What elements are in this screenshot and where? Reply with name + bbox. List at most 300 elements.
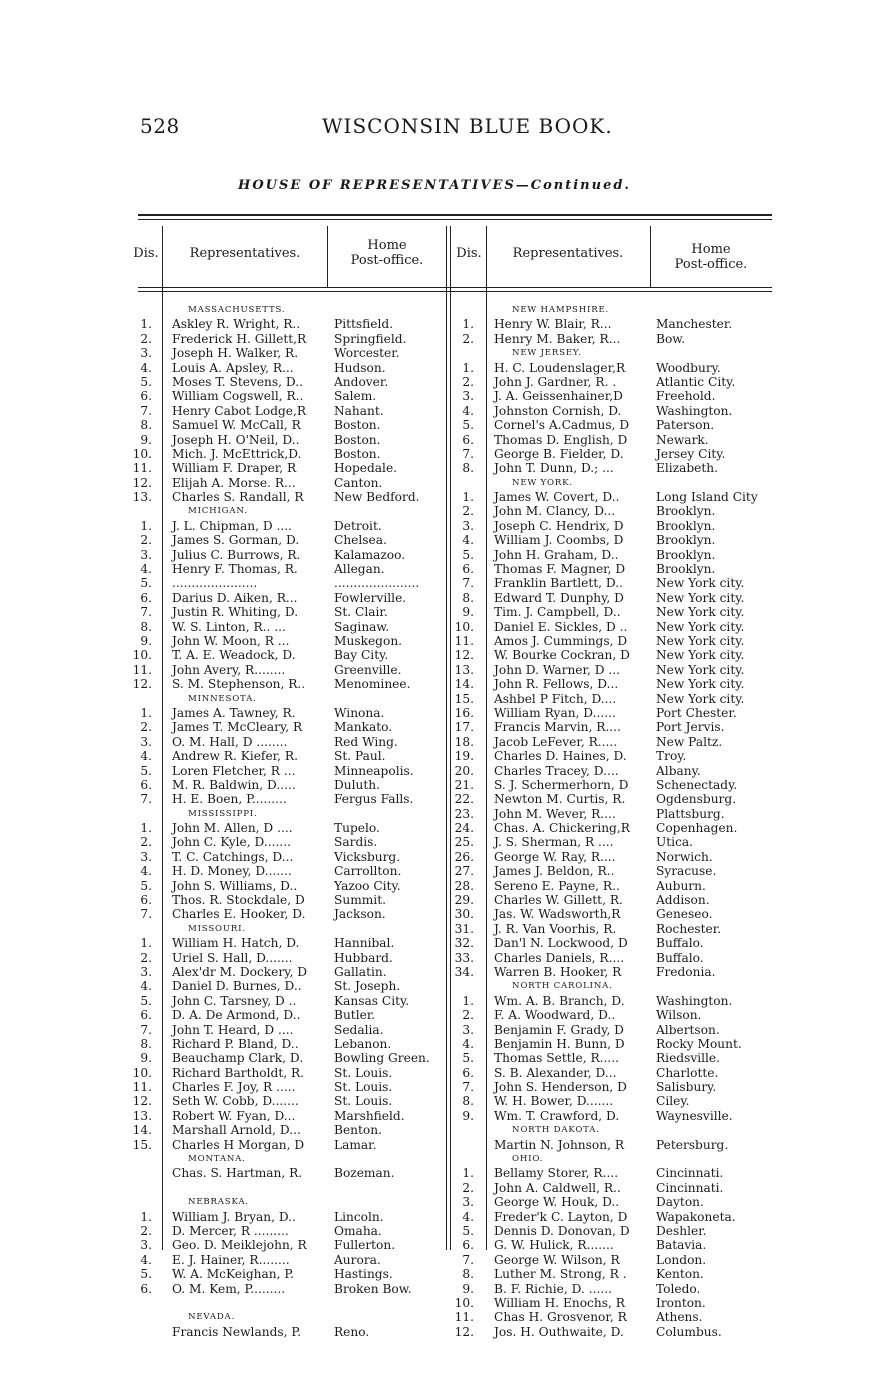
district-number: 5.: [140, 576, 152, 591]
page-number: 528: [140, 114, 180, 138]
representative-name: Charles H Morgan, D: [172, 1137, 305, 1152]
representative-name: George W. Ray, R....: [494, 849, 616, 864]
district-number: 2.: [140, 533, 152, 548]
district-number: 11.: [132, 1080, 152, 1095]
district-number: 4.: [140, 1252, 152, 1267]
home-post-office: Charlotte.: [656, 1065, 719, 1080]
district-number: 22.: [454, 792, 474, 807]
home-post-office: London.: [656, 1252, 707, 1267]
district-number: 8.: [462, 1094, 474, 1109]
home-post-office: Broken Bow.: [334, 1281, 412, 1296]
district-number: 1.: [462, 490, 474, 505]
home-post-office: Addison.: [656, 893, 710, 908]
home-post-office: New York city.: [656, 648, 745, 663]
home-post-office: Wapakoneta.: [656, 1209, 736, 1224]
home-post-office: Allegan.: [334, 562, 385, 577]
representative-name: Daniel E. Sickles, D ..: [494, 619, 628, 634]
home-post-office: Albertson.: [656, 1022, 720, 1037]
home-post-office: Deshler.: [656, 1224, 707, 1238]
district-number: 2.: [462, 374, 474, 389]
district-number: 14.: [132, 1123, 152, 1138]
header-dis: Dis.: [133, 246, 159, 261]
representative-name: J. R. Van Voorhis, R.: [494, 921, 617, 936]
representative-name: Cornel's A.Cadmus, D: [494, 418, 630, 433]
district-number: 3.: [462, 1195, 474, 1210]
representative-name: Tim. J. Campbell, D..: [494, 605, 621, 620]
representative-name: John C. Tarsney, D ..: [172, 993, 297, 1008]
home-post-office: Jackson.: [334, 907, 386, 922]
district-number: 4.: [140, 979, 152, 994]
representative-name: Robert W. Fyan, D...: [172, 1108, 296, 1123]
representative-name: James T. McCleary, R: [172, 720, 303, 735]
home-post-office: Sedalia.: [334, 1022, 384, 1037]
district-number: 10.: [454, 619, 474, 634]
home-post-office: New York city.: [656, 576, 745, 591]
home-post-office: Kansas City.: [334, 993, 410, 1008]
representative-name: Thomas D. English, D: [494, 432, 628, 447]
district-number: 20.: [454, 763, 474, 778]
representative-name: Warren B. Hooker, R: [494, 964, 622, 979]
column-rule: [486, 226, 487, 1250]
representative-name: Newton M. Curtis, R.: [494, 792, 626, 807]
home-post-office: Wilson.: [656, 1008, 702, 1023]
home-post-office: Andover.: [334, 374, 389, 389]
district-number: 27.: [454, 864, 474, 879]
district-number: 24.: [454, 821, 474, 836]
representative-name: E. J. Hainer, R........: [172, 1252, 290, 1267]
district-number: 2.: [140, 331, 152, 346]
state-name: NEW HAMPSHIRE.: [512, 305, 610, 315]
district-number: 3.: [462, 389, 474, 404]
home-post-office: Hannibal.: [334, 936, 395, 951]
representative-name: John A. Caldwell, R..: [494, 1180, 621, 1195]
state-name: MONTANA.: [188, 1154, 246, 1165]
district-number: 5.: [140, 374, 152, 389]
home-post-office: Port Jervis.: [656, 720, 725, 735]
district-number: 9.: [462, 1108, 474, 1123]
state-name: MASSACHUSETTS.: [188, 305, 286, 315]
home-post-office: Butler.: [334, 1008, 376, 1023]
header-representatives: Representatives.: [189, 246, 301, 261]
district-number: 5.: [462, 1051, 474, 1066]
district-number: 12.: [132, 677, 152, 692]
representative-name: Amos J. Cummings, D: [494, 633, 628, 648]
home-post-office: Reno.: [334, 1324, 370, 1339]
district-number: 8.: [140, 619, 152, 634]
district-number: 29.: [454, 893, 474, 908]
district-number: 6.: [140, 590, 152, 605]
home-post-office: Hubbard.: [334, 950, 393, 965]
home-post-office: New York city.: [656, 605, 745, 620]
district-number: 4.: [140, 749, 152, 764]
representative-name: Thomas F. Magner, D: [494, 562, 626, 577]
representative-name: Alex'dr M. Dockery, D: [172, 964, 308, 979]
home-post-office: New York city.: [656, 619, 745, 634]
district-number: 6.: [462, 562, 474, 577]
district-number: 30.: [454, 907, 474, 922]
representative-name: J. A. Geissenhainer,D: [494, 389, 623, 404]
district-number: 7.: [140, 403, 152, 418]
district-number: 6.: [140, 389, 152, 404]
home-post-office: Brooklyn.: [656, 518, 716, 533]
district-number: 3.: [140, 346, 152, 361]
representative-name: Richard Bartholdt, R.: [172, 1065, 305, 1080]
district-number: 4.: [462, 1209, 474, 1224]
representative-name: Dan'l N. Lockwood, D: [494, 936, 628, 951]
representative-name: James W. Covert, D..: [494, 490, 620, 505]
representative-name: Joseph H. Walker, R.: [172, 346, 299, 361]
home-post-office: Geneseo.: [656, 907, 713, 922]
home-post-office: Tupelo.: [334, 821, 380, 836]
district-number: 9.: [462, 1281, 474, 1296]
representative-name: Julius C. Burrows, R.: [172, 547, 301, 562]
district-number: 19.: [454, 749, 474, 764]
state-name: NEVADA.: [188, 1312, 236, 1323]
representative-name: Bellamy Storer, R....: [494, 1166, 619, 1181]
home-post-office: Sardis.: [334, 835, 378, 850]
home-post-office: Duluth.: [334, 777, 380, 792]
district-number: 23.: [454, 806, 474, 821]
representative-name: Mich. J. McEttrick,D.: [172, 446, 302, 461]
district-number: 28.: [454, 878, 474, 893]
district-number: 4.: [462, 533, 474, 548]
district-number: 7.: [140, 792, 152, 807]
home-post-office: Troy.: [656, 749, 687, 764]
home-post-office: Bow.: [656, 331, 686, 346]
representative-name: Luther M. Strong, R .: [494, 1267, 627, 1282]
home-post-office: Waynesville.: [656, 1108, 733, 1123]
representative-name: B. F. Richie, D. ......: [494, 1281, 612, 1296]
representative-name: John J. Gardner, R. .: [494, 374, 617, 389]
district-number: 15.: [454, 691, 474, 706]
district-number: 1.: [462, 360, 474, 375]
home-post-office: Elizabeth.: [656, 461, 719, 476]
home-post-office: Fullerton.: [334, 1238, 396, 1253]
representative-name: Chas. A. Chickering,R: [494, 821, 630, 836]
representative-name: Charles Tracey, D....: [494, 763, 619, 778]
home-post-office: New York city.: [656, 590, 745, 605]
home-post-office: Plattsburg.: [656, 806, 725, 821]
home-post-office: Long Island City: [656, 490, 758, 505]
representative-name: Johnston Cornish, D.: [494, 403, 622, 418]
state-name: MISSISSIPPI.: [188, 808, 258, 819]
district-number: 26.: [454, 849, 474, 864]
representative-name: John W. Moon, R ...: [172, 633, 290, 648]
representative-name: Andrew R. Kiefer, R.: [172, 749, 298, 764]
home-post-office: Albany.: [656, 763, 701, 778]
district-number: 1.: [140, 936, 152, 951]
section-subheading: HOUSE OF REPRESENTATIVES—Continued.: [238, 178, 631, 193]
home-post-office: Norwich.: [656, 849, 713, 864]
home-post-office: Utica.: [656, 835, 694, 850]
home-post-office: Kenton.: [656, 1267, 704, 1282]
header-dis-right: Dis.: [456, 246, 482, 261]
home-post-office: St. Joseph.: [334, 979, 401, 994]
home-post-office: Menominee.: [334, 677, 411, 692]
home-post-office: Minneapolis.: [334, 763, 414, 778]
district-number: 4.: [140, 562, 152, 577]
district-number: 6.: [462, 432, 474, 447]
home-post-office: Lincoln.: [334, 1209, 384, 1224]
home-post-office: Marshfield.: [334, 1108, 405, 1123]
home-post-office: St. Louis.: [334, 1094, 393, 1109]
representative-name: John C. Kyle, D.......: [172, 835, 291, 850]
header-home-right: [651, 242, 771, 272]
district-number: 11.: [454, 1310, 474, 1325]
representative-name: Justin R. Whiting, D.: [172, 605, 299, 620]
district-number: 8.: [462, 1267, 474, 1282]
district-number: 7.: [140, 907, 152, 922]
header-home-line2: Post-office.: [350, 253, 424, 268]
representative-name: Henry Cabot Lodge,R: [172, 403, 307, 418]
district-number: 8.: [462, 590, 474, 605]
home-post-office: New York city.: [656, 633, 745, 648]
header-bottom-rule: [138, 287, 772, 288]
representative-name: J. S. Sherman, R ....: [494, 835, 614, 850]
header-representatives-right: Representatives.: [512, 246, 624, 261]
representative-name: Martin N. Johnson, R: [494, 1137, 625, 1152]
district-number: 13.: [132, 1108, 152, 1123]
district-number: 11.: [132, 662, 152, 677]
district-number: 7.: [462, 576, 474, 591]
district-number: 10.: [454, 1295, 474, 1310]
home-post-office: Fowlerville.: [334, 590, 407, 605]
district-number: 18.: [454, 734, 474, 749]
representative-name: Charles F. Joy, R .....: [172, 1080, 296, 1095]
representative-name: Moses T. Stevens, D..: [172, 374, 303, 389]
home-post-office: Greenville.: [334, 662, 402, 677]
representative-name: Chas H. Grosvenor, R: [494, 1310, 627, 1325]
district-number: 16.: [454, 705, 474, 720]
district-number: 7.: [140, 1022, 152, 1037]
district-number: 3.: [140, 964, 152, 979]
district-number: 1.: [462, 1166, 474, 1181]
table-top-rule: [138, 214, 772, 216]
district-number: 5.: [462, 418, 474, 433]
representative-name: John Avery, R........: [172, 662, 286, 677]
district-number: 3.: [140, 734, 152, 749]
representative-name: John T. Dunn, D.; ...: [494, 461, 614, 476]
home-post-office: Detroit.: [334, 518, 382, 533]
home-post-office: Salisbury.: [656, 1080, 717, 1095]
district-number: 5.: [140, 1267, 152, 1282]
district-number: 9.: [462, 605, 474, 620]
district-number: 11.: [454, 633, 474, 648]
district-number: 3.: [140, 547, 152, 562]
state-name: NORTH CAROLINA.: [512, 981, 613, 992]
district-number: 1.: [462, 993, 474, 1008]
representative-name: D. Mercer, R .........: [172, 1224, 289, 1238]
representative-name: Charles W. Gillett, R.: [494, 893, 623, 908]
home-post-office: New Bedford.: [334, 490, 420, 505]
representative-name: John H. Graham, D..: [494, 547, 619, 562]
representative-name: Richard P. Bland, D..: [172, 1036, 299, 1051]
representative-name: W. A. McKeighan, P.: [172, 1267, 295, 1282]
district-number: 6.: [140, 1008, 152, 1023]
district-number: 31.: [454, 921, 474, 936]
representative-name: Frederick H. Gillett,R: [172, 331, 307, 346]
state-name: NEW YORK.: [512, 477, 573, 488]
district-number: 8.: [462, 461, 474, 476]
representative-name: Charles S. Randall, R: [172, 490, 304, 505]
home-post-office: St. Paul.: [334, 749, 386, 764]
district-number: 2.: [140, 950, 152, 965]
district-number: 2.: [140, 835, 152, 850]
representative-name: Francis Marvin, R....: [494, 720, 621, 735]
representative-name: Marshall Arnold, D...: [172, 1123, 301, 1138]
representative-name: William F. Draper, R: [172, 461, 297, 476]
representative-name: James A. Tawney, R.: [172, 705, 296, 720]
district-number: 6.: [462, 1065, 474, 1080]
home-post-office: Ironton.: [656, 1295, 706, 1310]
district-number: 1.: [140, 518, 152, 533]
table-top-rule-thin: [138, 219, 772, 220]
state-name: NEW JERSEY.: [512, 348, 582, 359]
district-number: 5.: [140, 993, 152, 1008]
representative-name: Charles Daniels, R....: [494, 950, 625, 965]
representative-name: Beauchamp Clark, D.: [172, 1051, 304, 1066]
state-name: MICHIGAN.: [188, 506, 248, 517]
district-number: 2.: [462, 504, 474, 519]
district-number: 10.: [132, 648, 152, 663]
home-post-office: Toledo.: [656, 1281, 701, 1296]
district-number: 2.: [140, 720, 152, 735]
district-number: 5.: [462, 1224, 474, 1238]
home-post-office: Yazoo City.: [334, 878, 401, 893]
district-number: 2.: [140, 1224, 152, 1238]
district-number: 11.: [132, 461, 152, 476]
district-number: 3.: [140, 849, 152, 864]
representative-name: Chas. S. Hartman, R.: [172, 1166, 303, 1181]
representative-name: William J. Coombs, D: [494, 533, 624, 548]
state-name: OHIO.: [512, 1154, 544, 1165]
representative-name: John M. Wever, R....: [494, 806, 616, 821]
district-number: 34.: [454, 964, 474, 979]
district-number: 9.: [140, 633, 152, 648]
home-post-office: St. Louis.: [334, 1065, 393, 1080]
representative-name: Sereno E. Payne, R..: [494, 878, 620, 893]
representative-name: ......................: [172, 576, 258, 591]
representative-name: William H. Hatch, D.: [172, 936, 300, 951]
district-number: 10.: [132, 1065, 152, 1080]
home-post-office: Fredonia.: [656, 964, 716, 979]
district-number: 21.: [454, 777, 474, 792]
home-post-office: Springfield.: [334, 331, 407, 346]
representative-name: Thomas Settle, R.....: [494, 1051, 620, 1066]
district-number: 12.: [454, 648, 474, 663]
district-number: 1.: [140, 1209, 152, 1224]
representative-name: S. B. Alexander, D...: [494, 1065, 617, 1080]
header-home-line1: Home: [367, 238, 407, 253]
representative-name: H. C. Loudenslager,R: [494, 360, 626, 375]
state-name: MINNESOTA.: [188, 693, 257, 704]
home-post-office: Jersey City.: [656, 446, 726, 461]
representative-name: Ashbel P Fitch, D....: [494, 691, 617, 706]
home-post-office: Buffalo.: [656, 950, 704, 965]
home-post-office: Copenhagen.: [656, 821, 738, 836]
representative-name: Dennis D. Donovan, D: [494, 1224, 630, 1238]
district-number: 1.: [462, 317, 474, 332]
home-post-office: Omaha.: [334, 1224, 382, 1238]
state-name: MISSOURI.: [188, 923, 246, 934]
representative-name: Benjamin H. Bunn, D: [494, 1036, 625, 1051]
header-home-line2: Post-office.: [674, 257, 748, 272]
representative-name: H. E. Boen, P.........: [172, 792, 287, 807]
representative-name: Franklin Bartlett, D..: [494, 576, 623, 591]
representative-name: D. A. De Armond, D..: [172, 1008, 301, 1023]
home-post-office: New York city.: [656, 677, 745, 692]
district-number: 6.: [462, 1238, 474, 1253]
district-number: 7.: [140, 605, 152, 620]
representative-name: Thos. R. Stockdale, D: [172, 893, 305, 908]
representative-name: Elijah A. Morse. R...: [172, 475, 296, 490]
home-post-office: Woodbury.: [656, 360, 721, 375]
representative-name: Askley R. Wright, R..: [172, 317, 301, 332]
district-number: 12.: [454, 1324, 474, 1339]
representative-name: H. D. Money, D.......: [172, 864, 292, 879]
home-post-office: Syracuse.: [656, 864, 717, 879]
district-number: 2.: [462, 331, 474, 346]
home-post-office: Rocky Mount.: [656, 1036, 742, 1051]
representative-name: Wm. A. B. Branch, D.: [494, 993, 625, 1008]
home-post-office: Vicksburg.: [334, 849, 401, 864]
representative-name: Freder'k C. Layton, D: [494, 1209, 628, 1224]
representative-name: Samuel W. McCall, R: [172, 418, 301, 433]
district-number: 14.: [454, 677, 474, 692]
representative-name: William J. Bryan, D..: [172, 1209, 296, 1224]
district-number: 5.: [140, 878, 152, 893]
district-number: 3.: [462, 1022, 474, 1037]
district-number: 4.: [462, 1036, 474, 1051]
home-post-office: St. Clair.: [334, 605, 388, 620]
district-number: 32.: [454, 936, 474, 951]
home-post-office: Lebanon.: [334, 1036, 392, 1051]
district-number: 6.: [140, 1281, 152, 1296]
representative-name: Henry M. Baker, R...: [494, 331, 621, 346]
district-number: 4.: [140, 864, 152, 879]
home-post-office: Athens.: [656, 1310, 703, 1325]
home-post-office: Salem.: [334, 389, 377, 404]
representative-name: Henry F. Thomas, R.: [172, 562, 298, 577]
home-post-office: Carrollton.: [334, 864, 402, 879]
representative-name: T. A. E. Weadock, D.: [172, 648, 296, 663]
district-number: 1.: [140, 821, 152, 836]
district-number: 1.: [140, 705, 152, 720]
district-number: 2.: [462, 1180, 474, 1195]
home-post-office: New York city.: [656, 691, 745, 706]
district-number: 5.: [462, 547, 474, 562]
district-number: 7.: [462, 446, 474, 461]
district-number: 15.: [132, 1137, 152, 1152]
home-post-office: Lamar.: [334, 1137, 377, 1152]
representative-name: Joseph H. O'Neil, D..: [172, 432, 300, 447]
district-number: 2.: [462, 1008, 474, 1023]
representative-name: W. Bourke Cockran, D: [494, 648, 630, 663]
representative-name: Uriel S. Hall, D.......: [172, 950, 293, 965]
home-post-office: Washington.: [656, 403, 733, 418]
representative-name: John M. Allen, D ....: [172, 821, 293, 836]
home-post-office: Brooklyn.: [656, 547, 716, 562]
home-post-office: Brooklyn.: [656, 562, 716, 577]
home-post-office: Bowling Green.: [334, 1051, 430, 1066]
representative-name: Darius D. Aiken, R...: [172, 590, 298, 605]
home-post-office: Gallatin.: [334, 964, 387, 979]
representative-name: T. C. Catchings, D...: [172, 849, 294, 864]
district-number: 12.: [132, 475, 152, 490]
district-number: 3.: [462, 518, 474, 533]
representative-name: Jos. H. Outhwaite, D.: [494, 1324, 624, 1339]
representative-name: George W. Houk, D..: [494, 1195, 620, 1210]
